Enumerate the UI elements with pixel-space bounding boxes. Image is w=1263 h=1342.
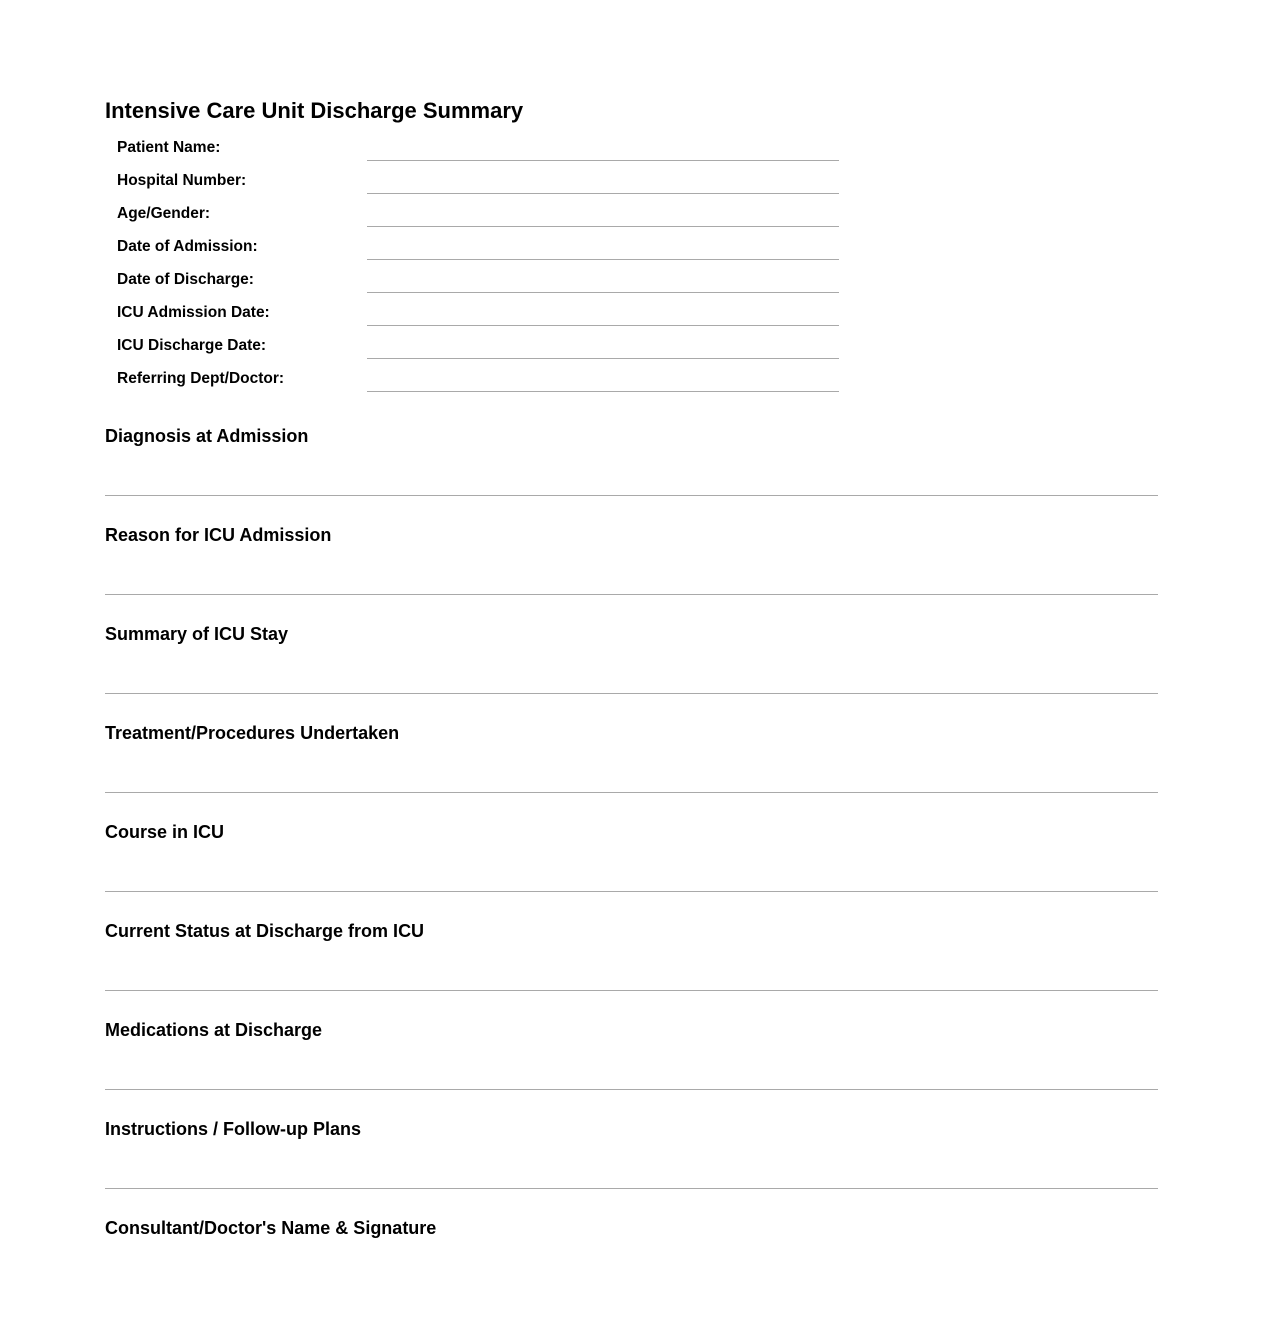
page-title: Intensive Care Unit Discharge Summary (105, 98, 524, 123)
treatment-procedures-textarea[interactable] (105, 749, 1158, 793)
field-label: Patient Name: (117, 139, 221, 156)
field-label: Referring Dept/Doctor: (117, 370, 285, 387)
patient-name-input[interactable] (367, 136, 839, 161)
medications-at-discharge-textarea[interactable] (105, 1046, 1158, 1090)
section-title: Reason for ICU Admission (105, 525, 332, 545)
section-title: Summary of ICU Stay (105, 624, 289, 644)
icu-admission-date-input[interactable] (367, 301, 839, 326)
date-of-discharge-input[interactable] (367, 268, 839, 293)
patient-details (117, 136, 839, 400)
section-title: Current Status at Discharge from ICU (105, 921, 425, 941)
section-diagnosis-at-admission (105, 422, 1158, 521)
section-course-in-icu (105, 818, 1158, 917)
summary-sections (105, 422, 1158, 1313)
section-title: Medications at Discharge (105, 1020, 323, 1040)
section-title: Treatment/Procedures Undertaken (105, 723, 400, 743)
field-icu-admission-date (117, 301, 839, 334)
field-patient-name (117, 136, 839, 169)
field-label: ICU Discharge Date: (117, 337, 267, 354)
hospital-number-input[interactable] (367, 169, 839, 194)
field-hospital-number (117, 169, 839, 202)
field-date-of-admission (117, 235, 839, 268)
section-treatment-procedures (105, 719, 1158, 818)
section-title: Diagnosis at Admission (105, 426, 309, 446)
course-in-icu-textarea[interactable] (105, 848, 1158, 892)
date-of-admission-input[interactable] (367, 235, 839, 260)
field-referring-dept-doctor (117, 367, 839, 400)
summary-of-icu-stay-textarea[interactable] (105, 650, 1158, 694)
field-icu-discharge-date (117, 334, 839, 367)
field-label: Age/Gender: (117, 205, 211, 222)
icu-discharge-date-input[interactable] (367, 334, 839, 359)
diagnosis-at-admission-textarea[interactable] (105, 452, 1158, 496)
section-title: Consultant/Doctor's Name & Signature (105, 1218, 437, 1238)
instructions-follow-up-textarea[interactable] (105, 1145, 1158, 1189)
referring-dept-doctor-input[interactable] (367, 367, 839, 392)
field-label: Date of Discharge: (117, 271, 254, 288)
section-instructions-follow-up (105, 1115, 1158, 1214)
section-consultant-signature (105, 1214, 1158, 1313)
field-label: Hospital Number: (117, 172, 247, 189)
field-age-gender (117, 202, 839, 235)
section-summary-of-icu-stay (105, 620, 1158, 719)
field-label: Date of Admission: (117, 238, 258, 255)
age-gender-input[interactable] (367, 202, 839, 227)
reason-for-icu-admission-textarea[interactable] (105, 551, 1158, 595)
section-title: Instructions / Follow-up Plans (105, 1119, 362, 1139)
field-label: ICU Admission Date: (117, 304, 270, 321)
consultant-signature-textarea[interactable] (105, 1244, 1158, 1287)
section-title: Course in ICU (105, 822, 225, 842)
field-date-of-discharge (117, 268, 839, 301)
section-current-status-at-discharge (105, 917, 1158, 1016)
section-reason-for-icu-admission (105, 521, 1158, 620)
current-status-at-discharge-textarea[interactable] (105, 947, 1158, 991)
section-medications-at-discharge (105, 1016, 1158, 1115)
